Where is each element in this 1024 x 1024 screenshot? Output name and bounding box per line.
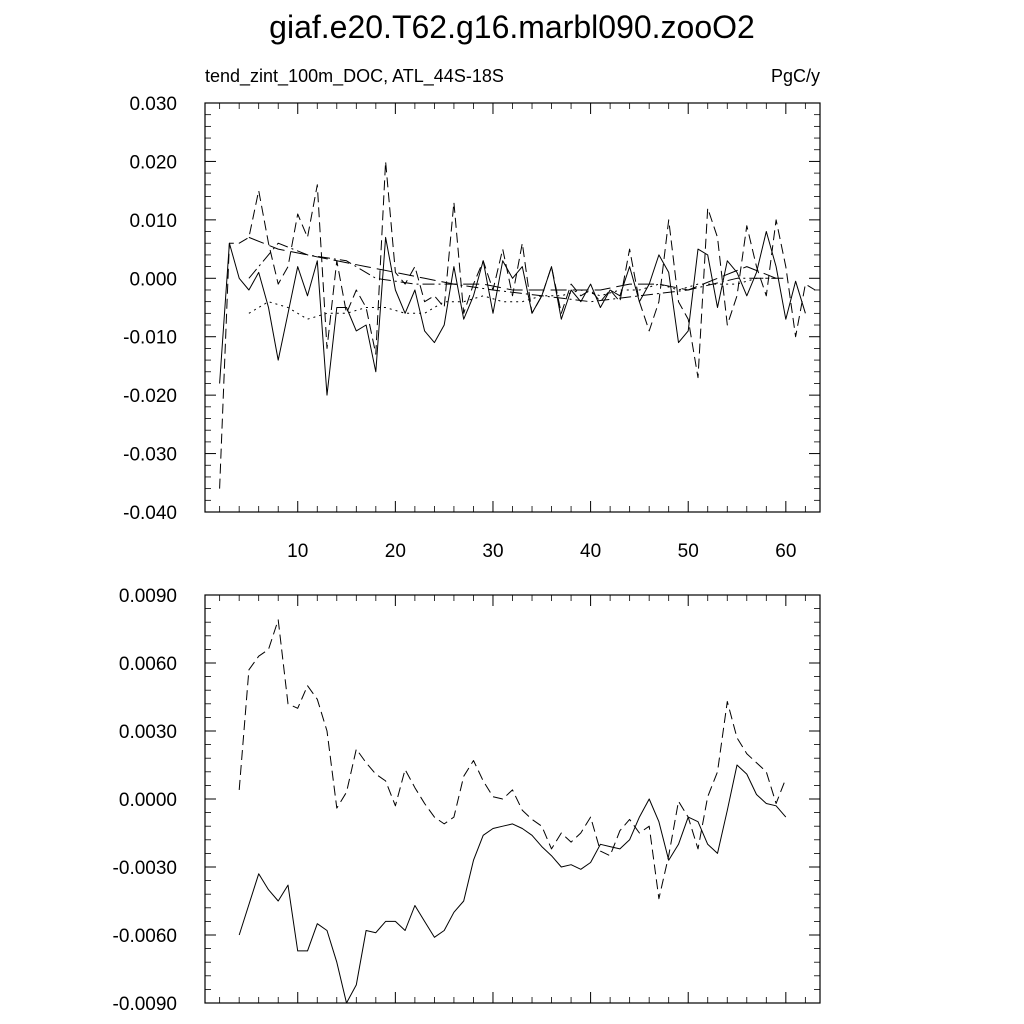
variable-region-label: tend_zint_100m_DOC, ATL_44S-18S xyxy=(205,66,504,86)
x-tick-label: 50 xyxy=(677,541,699,562)
y-tick-label: -0.0060 xyxy=(112,926,177,947)
y-tick-label: -0.0090 xyxy=(112,994,177,1015)
y-tick-label: -0.020 xyxy=(123,386,177,408)
y-tick-label: 0.020 xyxy=(129,152,177,174)
units-label: PgC/y xyxy=(770,66,820,86)
series-line-solid xyxy=(239,765,786,1003)
x-tick-label: 60 xyxy=(775,541,797,562)
plot-frame xyxy=(205,103,820,512)
series-line-dotted xyxy=(249,278,776,319)
series-line-dashed xyxy=(220,161,816,488)
top-panel xyxy=(123,94,820,562)
x-tick-label: 10 xyxy=(287,541,309,562)
y-tick-label: 0.0090 xyxy=(118,586,177,607)
y-tick-label: 0.030 xyxy=(129,94,177,115)
y-tick-label: 0.000 xyxy=(129,269,177,291)
y-tick-label: 0.0060 xyxy=(118,654,177,675)
y-tick-label: -0.0030 xyxy=(112,858,177,879)
y-tick-label: -0.010 xyxy=(123,327,177,349)
x-tick-label: 40 xyxy=(580,541,602,562)
x-tick-label: 20 xyxy=(384,541,406,562)
plot-frame xyxy=(205,595,820,1003)
figure-title: giaf.e20.T62.g16.marbl090.zooO2 xyxy=(269,9,755,45)
y-tick-label: 0.0030 xyxy=(118,722,177,743)
y-tick-label: -0.040 xyxy=(123,503,177,524)
x-tick-label: 30 xyxy=(482,541,504,562)
y-tick-label: -0.030 xyxy=(123,444,177,466)
bottom-panel xyxy=(113,586,820,1015)
y-tick-label: 0.010 xyxy=(129,210,177,232)
y-tick-label: 0.0000 xyxy=(118,790,177,811)
series-line-long-dash xyxy=(249,237,776,290)
series-line-dashed xyxy=(239,620,786,899)
series-line-solid xyxy=(220,232,806,396)
